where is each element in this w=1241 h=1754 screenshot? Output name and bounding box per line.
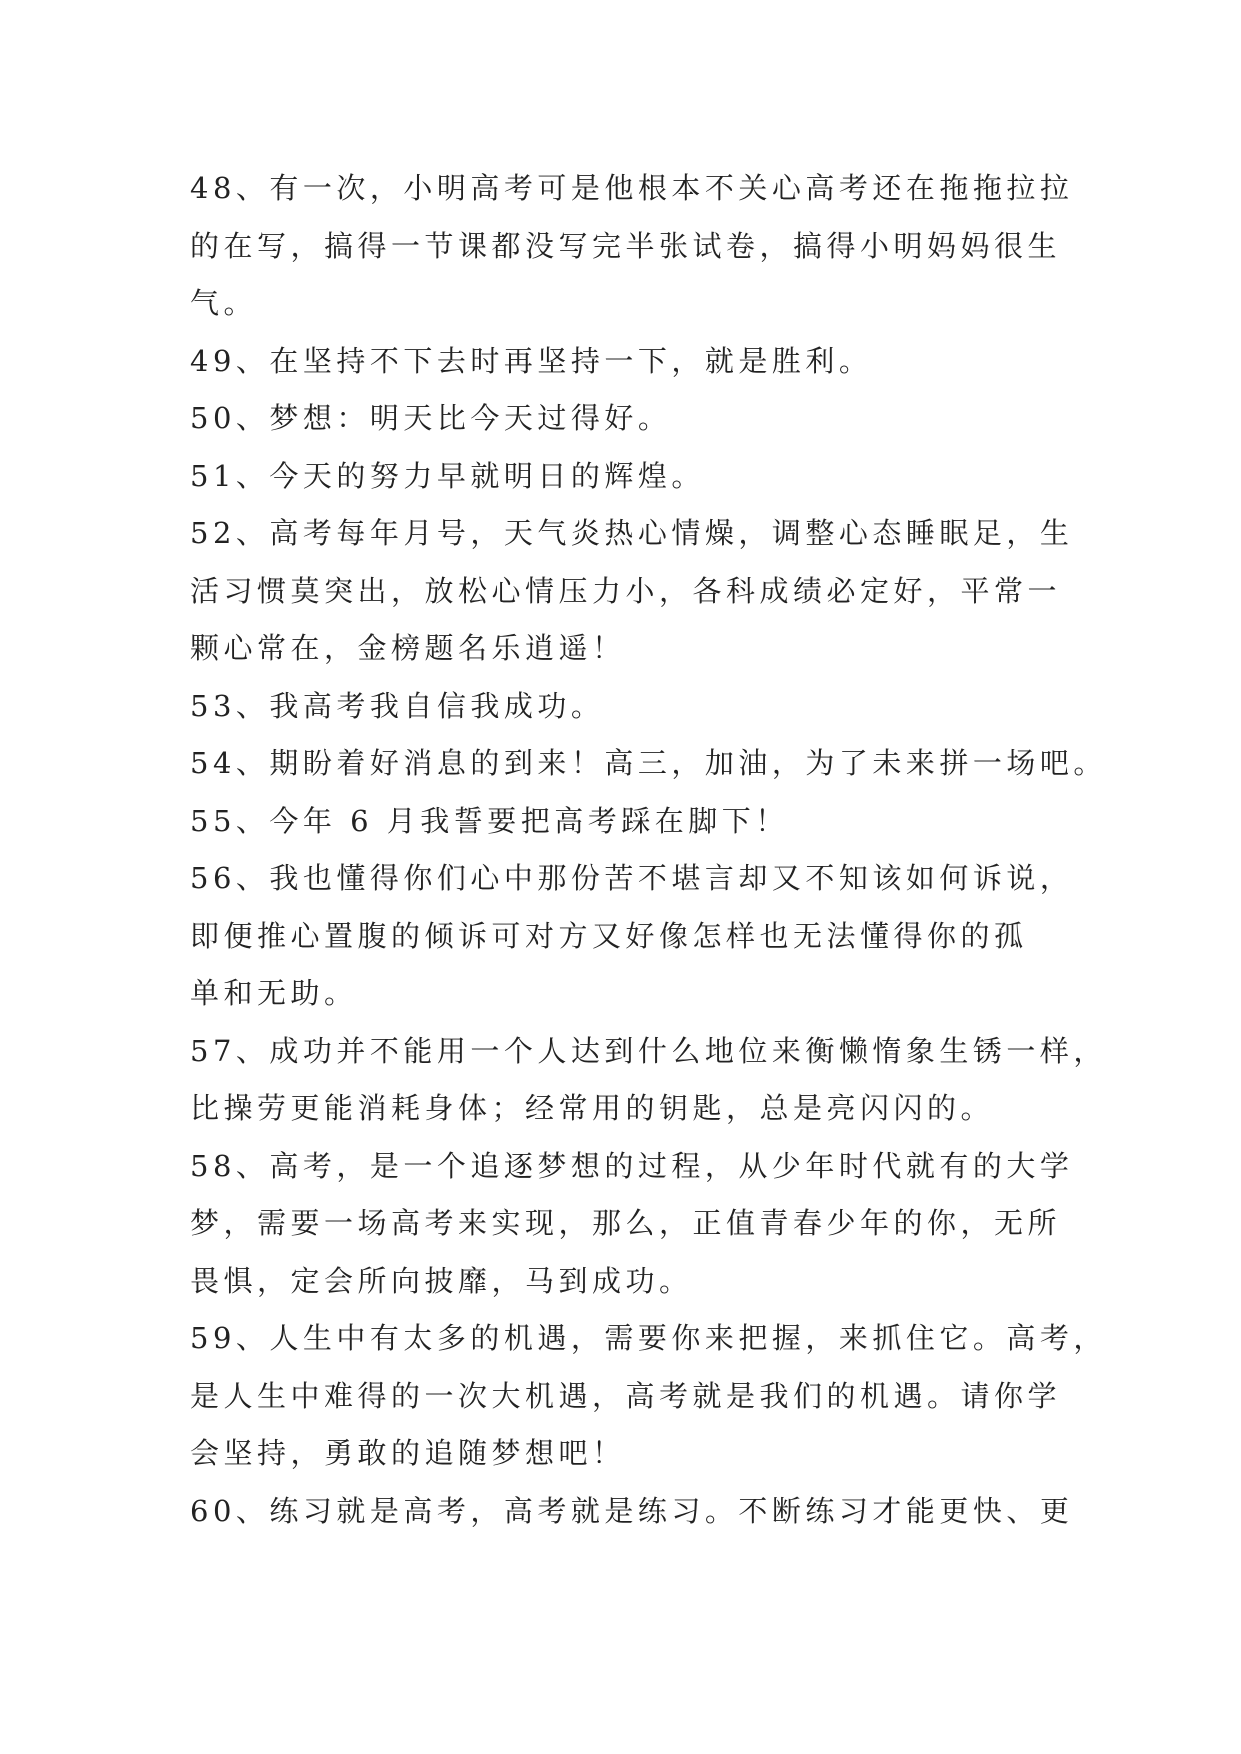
text-line: 54、期盼着好消息的到来！高三，加油，为了未来拼一场吧。 [190,746,1107,780]
text-line: 52、高考每年月号，天气炎热心情燥，调整心态睡眠足，生 [190,516,1074,550]
text-line: 58、高考，是一个追逐梦想的过程，从少年时代就有的大学 [190,1148,1074,1183]
text-line: 的在写，搞得一节课都没写完半张试卷，搞得小明妈妈很生 [190,228,1062,263]
text-line: 53、我高考我自信我成功。 [190,688,605,723]
text-line: 会坚持，勇敢的追随梦想吧！ [190,1436,626,1470]
text-line: 即便推心置腹的倾诉可对方又好像怎样也无法懂得你的孤 [190,918,1028,953]
text-line: 活习惯莫突出，放松心情压力小，各科成绩必定好，平常一 [190,573,1062,608]
text-line: 单和无助。 [190,976,358,1010]
text-line: 48、有一次，小明高考可是他根本不关心高考还在拖拖拉拉 [190,171,1074,205]
text-line: 60、练习就是高考，高考就是练习。不断练习才能更快、更 [190,1493,1074,1528]
text-line: 比操劳更能消耗身体；经常用的钥匙，总是亮闪闪的。 [190,1091,995,1125]
text-line: 56、我也懂得你们心中那份苦不堪言却又不知该如何诉说， [190,861,1074,895]
text-line: 梦，需要一场高考来实现，那么，正值青春少年的你，无所 [190,1206,1062,1240]
text-line: 51、今天的努力早就明日的辉煌。 [190,458,705,493]
text-line: 49、在坚持不下去时再坚持一下，就是胜利。 [190,343,873,378]
text-line: 颗心常在，金榜题名乐逍遥！ [190,631,626,665]
text-line: 50、梦想：明天比今天过得好。 [190,401,672,435]
text-line: 是人生中难得的一次大机遇，高考就是我们的机遇。请你学 [190,1378,1062,1413]
text-line: 57、成功并不能用一个人达到什么地位来衡懒惰象生锈一样， [190,1033,1107,1068]
text-line: 59、人生中有太多的机遇，需要你来把握，来抓住它。高考， [190,1321,1107,1355]
text-line: 气。 [190,286,258,320]
text-line: 畏惧，定会所向披靡，马到成功。 [190,1263,693,1298]
text-line: 55、今年 6 月我誓要把高考踩在脚下！ [190,803,789,838]
document-body [190,160,1107,1540]
